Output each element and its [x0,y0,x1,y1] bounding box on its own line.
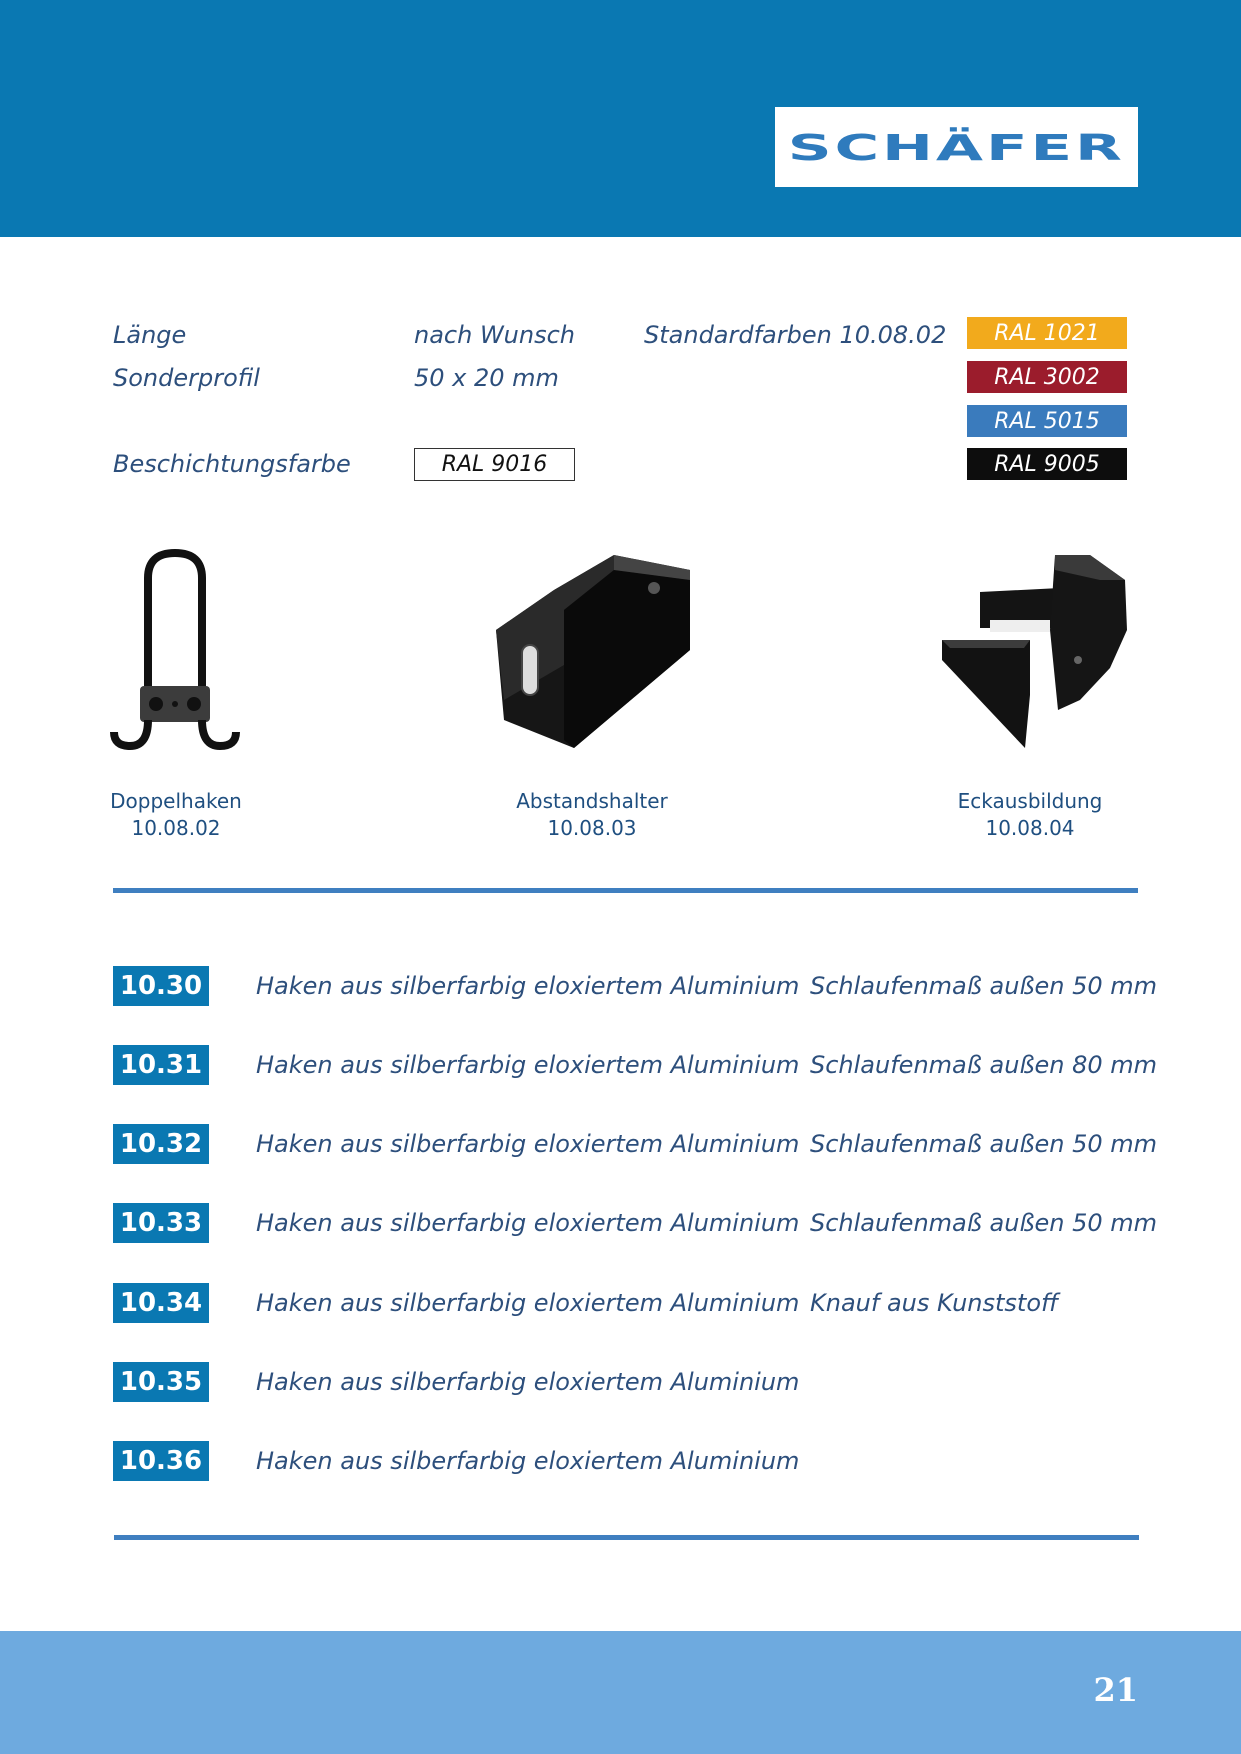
logo [775,107,1138,187]
item-row [113,1124,1158,1164]
item-description: Haken aus silberfarbig eloxiertem Aluminium [256,1289,800,1317]
product-name: Eckausbildung [957,789,1103,813]
item-row [113,1283,1143,1323]
product-code: 10.08.02 [131,816,221,840]
corner-piece-icon [940,550,1130,750]
product-caption [920,788,1140,842]
item-code-badge: 10.32 [113,1124,209,1164]
item-note: Knauf aus Kunststoff [810,1289,1059,1317]
item-description: Haken aus silberfarbig eloxiertem Aluminium [256,972,800,1000]
item-code-badge: 10.36 [113,1441,209,1481]
item-row [113,1362,1143,1402]
product-code: 10.08.03 [547,816,637,840]
item-code-badge: 10.33 [113,1203,209,1243]
item-code-badge: 10.35 [113,1362,209,1402]
double-hook-icon [108,548,248,753]
item-note: Schlaufenmaß außen 80 mm [810,1051,1158,1079]
standard-colors-label: Standardfarben 10.08.02 [644,321,947,349]
profile-value: 50 x 20 mm [414,364,559,392]
item-note: Schlaufenmaß außen 50 mm [810,1209,1158,1237]
logo-text: SCHÄFER [787,126,1126,168]
item-row [113,1203,1158,1243]
item-note: Schlaufenmaß außen 50 mm [810,972,1158,1000]
product-name: Abstandshalter [516,789,668,813]
product-caption [88,788,264,842]
product-caption [482,788,702,842]
length-label: Länge [113,321,187,349]
item-code-badge: 10.34 [113,1283,209,1323]
item-description: Haken aus silberfarbig eloxiertem Aluminium [256,1051,800,1079]
ral-swatch: RAL 9005 [967,448,1127,480]
item-description: Haken aus silberfarbig eloxiertem Aluminium [256,1368,800,1396]
item-description: Haken aus silberfarbig eloxiertem Aluminium [256,1447,800,1475]
divider-top [113,888,1138,893]
ral-swatch: RAL 5015 [967,405,1127,437]
divider-bottom [114,1535,1139,1540]
item-row [113,1441,1143,1481]
item-row [113,1045,1158,1085]
item-description: Haken aus silberfarbig eloxiertem Aluminium [256,1209,800,1237]
coating-value-box: RAL 9016 [414,448,575,481]
ral-swatch: RAL 1021 [967,317,1127,349]
product-name: Doppelhaken [110,789,242,813]
coating-label: Beschichtungsfarbe [113,450,351,478]
footer-band [0,1631,1241,1754]
header-band [0,0,1241,237]
page-number: 21 [1093,1671,1138,1709]
spacer-bracket-icon [494,550,690,750]
length-value: nach Wunsch [414,321,576,349]
item-description: Haken aus silberfarbig eloxiertem Aluminium [256,1130,800,1158]
item-code-badge: 10.31 [113,1045,209,1085]
ral-swatch: RAL 3002 [967,361,1127,393]
profile-label: Sonderprofil [113,364,260,392]
item-code-badge: 10.30 [113,966,209,1006]
item-note: Schlaufenmaß außen 50 mm [810,1130,1158,1158]
item-row [113,966,1158,1006]
product-code: 10.08.04 [985,816,1075,840]
